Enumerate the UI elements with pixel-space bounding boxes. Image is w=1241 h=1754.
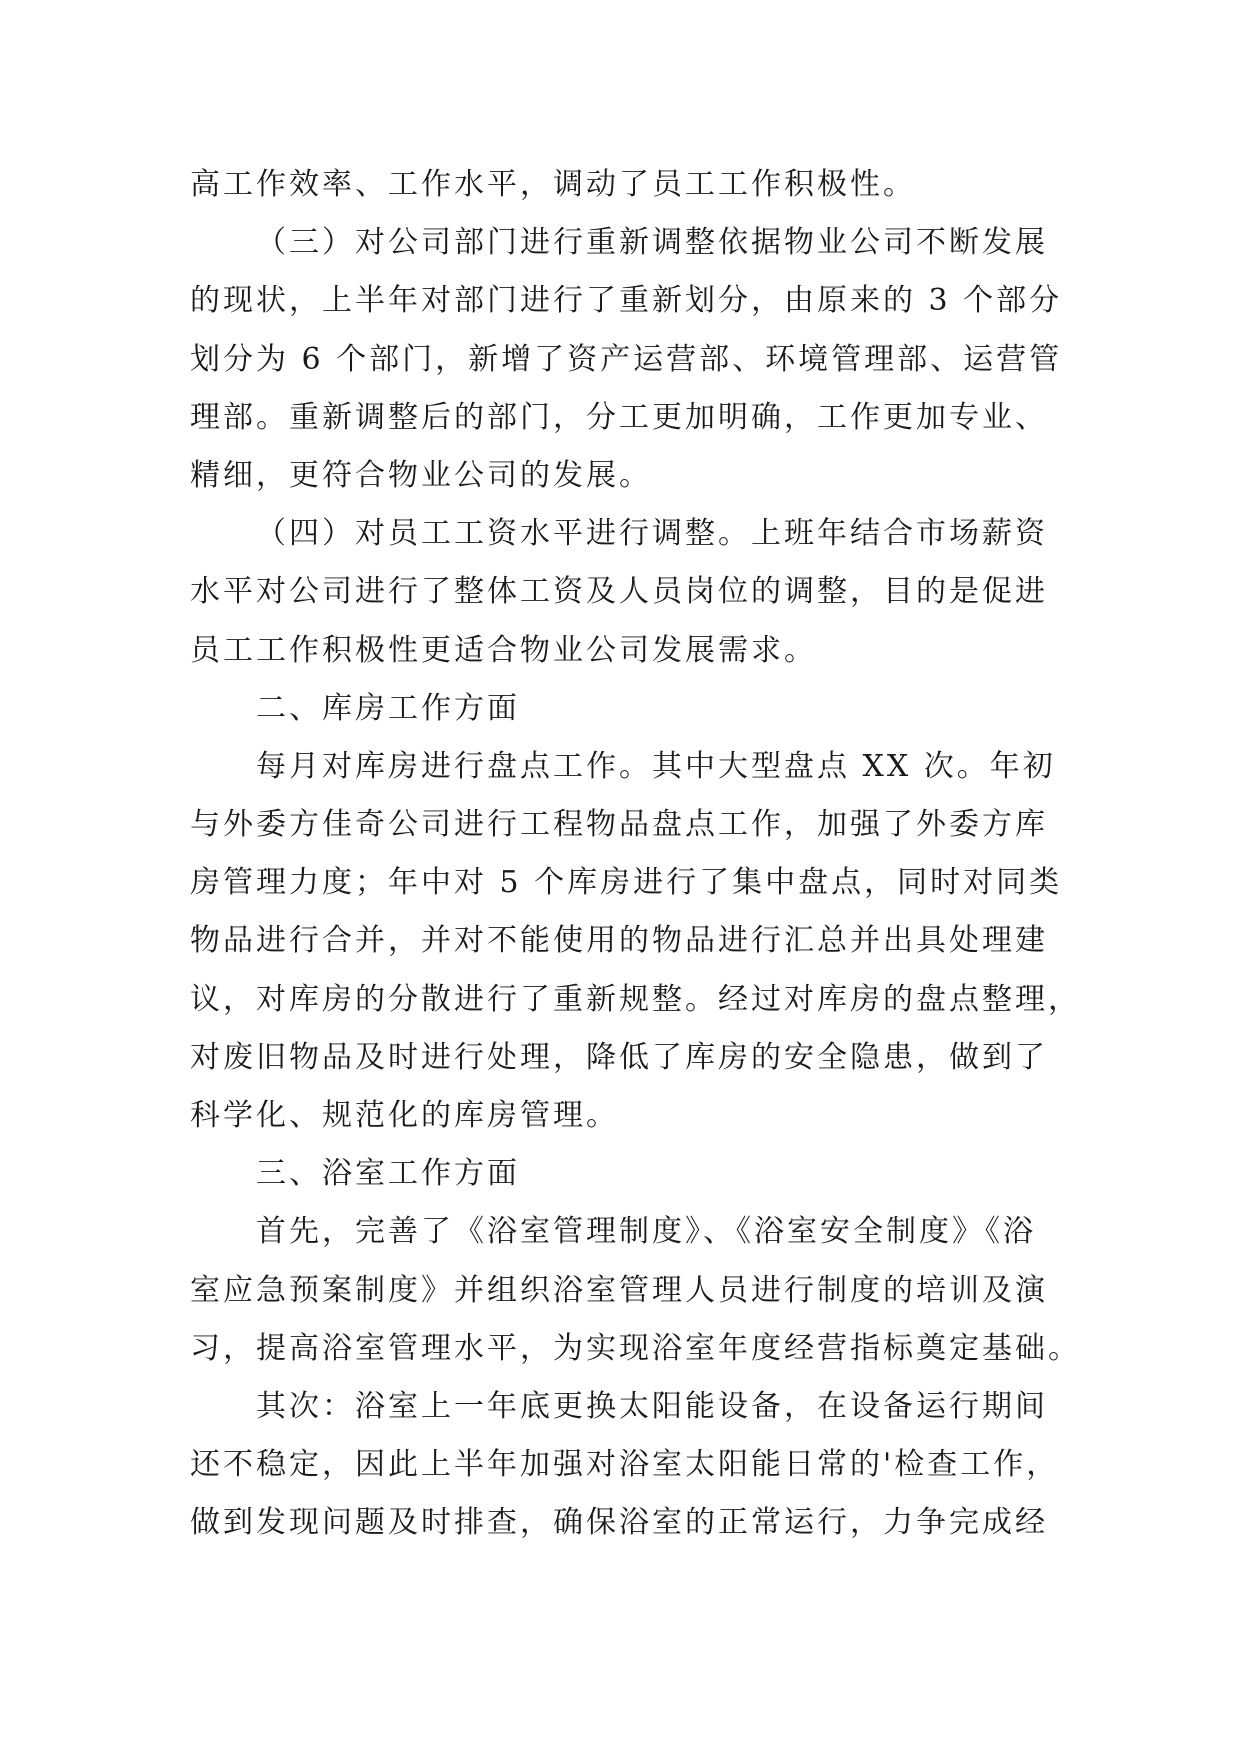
text-line: 科学化、规范化的库房管理。: [190, 1098, 619, 1133]
text-line: 划分为 6 个部门，新增了资产运营部、环境管理部、运营管: [190, 341, 1063, 377]
paragraph-start: 首先，完善了《浴室管理制度》、《浴室安全制度》《浴: [256, 1214, 1036, 1250]
text-line: 的现状，上半年对部门进行了重新划分，由原来的 3 个部分: [190, 283, 1063, 319]
text-line: 做到发现问题及时排查，确保浴室的正常运行，力争完成经: [190, 1505, 1048, 1541]
section-heading-3: （三）对公司部门进行重新调整依据物业公司不断发展: [256, 225, 1048, 261]
text-line: 高工作效率、工作水平，调动了员工工作积极性。: [190, 167, 916, 202]
section-title-bathhouse: 三、浴室工作方面: [256, 1156, 520, 1192]
text-line: 物品进行合并，并对不能使用的物品进行汇总并出具处理建: [190, 923, 1048, 959]
text-line: 议，对库房的分散进行了重新规整。经过对库房的盘点整理，: [190, 981, 1081, 1017]
text-line: 对废旧物品及时进行处理，降低了库房的安全隐患，做到了: [190, 1039, 1048, 1075]
section-heading-4: （四）对员工工资水平进行调整。上班年结合市场薪资: [256, 516, 1048, 552]
section-title-warehouse: 二、库房工作方面: [256, 690, 520, 726]
text-line: 还不稳定，因此上半年加强对浴室太阳能日常的'检查工作，: [190, 1447, 1060, 1483]
text-line: 与外委方佳奇公司进行工程物品盘点工作，加强了外委方库: [190, 807, 1048, 843]
text-line: 室应急预案制度》并组织浴室管理人员进行制度的培训及演: [190, 1272, 1048, 1308]
text-line: 房管理力度；年中对 5 个库房进行了集中盘点，同时对同类: [190, 865, 1063, 901]
text-line: 员工工作积极性更适合物业公司发展需求。: [190, 632, 817, 668]
text-line: 习，提高浴室管理水平，为实现浴室年度经营指标奠定基础。: [190, 1330, 1081, 1366]
paragraph-start: 其次：浴室上一年底更换太阳能设备，在设备运行期间: [256, 1388, 1048, 1424]
document-body: [190, 156, 1081, 1553]
text-line: 水平对公司进行了整体工资及人员岗位的调整，目的是促进: [190, 574, 1048, 610]
text-line: 理部。重新调整后的部门，分工更加明确，工作更加专业、: [190, 399, 1048, 435]
paragraph-start: 每月对库房进行盘点工作。其中大型盘点 XX 次。年初: [256, 748, 1056, 784]
text-line: 精细，更符合物业公司的发展。: [190, 457, 652, 493]
